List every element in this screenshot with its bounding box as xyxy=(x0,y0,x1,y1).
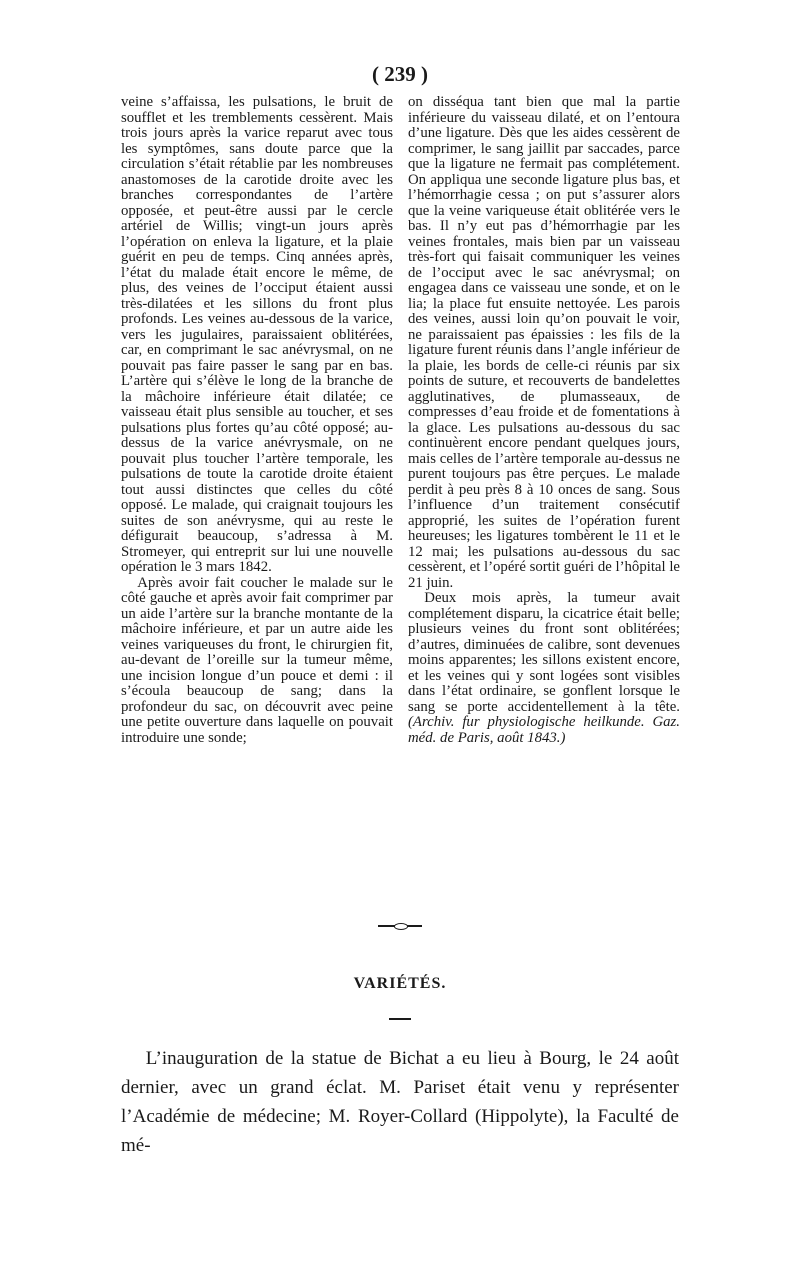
left-paragraph-2: Après avoir fait coucher le malade sur le côté gauche et après avoir fait comprimer par un aide l’artère sur la branche montante de la mâchoire inférieure, et par un autre aide les veines variqueuses du front, le chirurgien fit, au-devant de l’oreille sur la tumeur même, une incision longue d’un pouce et demi : il s’écoula beaucoup de sang; dans la profondeur du sac, on découvrit avec peine une petite ouverture dans laquelle on pouvait introduire une sonde; xyxy=(121,574,393,746)
left-paragraph-1: veine s’affaissa, les pulsations, le bruit de soufflet et les tremblements cessèrent. Mais trois jours après la varice reparut avec tous les symptômes, sans doute parce que la circulation s’était rétablie par les nombreuses anastomoses de la carotide droite avec les branches correspondantes de l’artère opposée, et peut-être aussi par le cercle artériel de Willis; vingt-un jours après l’opération on enleva la ligature, et la plaie guérit en peu de temps. Cinq années après, l’état du malade était encore le même, de plus, des veines de l’occiput étaient aussi très-dilatées et les sillons du front plus profonds. Les veines au-dessous de la varice, vers les jugulaires, paraissaient oblitérées, car, en comprimant le sac anévrysmal, on ne pouvait pas faire passer le sang par en bas. L’artère qui s’élève le long de la branche de la mâchoire inférieure était dilatée; ce vaisseau était plus sensible au toucher, et ses pulsations plus fortes qu’au côté opposé; au-dessus de la varice anévrysmale, on ne pouvait plus toucher l’artère temporale, les pulsations de toute la carotide droite étaient tout aussi distinctes que celles du côté opposé. Le malade, qui craignait toujours les suites de son anévrysme, qui au reste le défigurait beaucoup, s’adressa à M. Stromeyer, qui entreprit sur lui une nouvelle opération le 3 mars 1842. xyxy=(121,94,393,575)
section-title: VARIÉTÉS. xyxy=(353,975,447,992)
right-column xyxy=(408,95,680,746)
section-paragraph: L’inauguration de la statue de Bichat a eu lieu à Bourg, le 24 août dernier, avec un grand éclat. M. Pariset était venu y représenter l’Académie de médecine; M. Royer-Collard (Hippolyte), la Faculté de mé- xyxy=(121,1048,679,1156)
page-number: ( 239 ) xyxy=(372,62,428,86)
right-paragraph-2 xyxy=(408,591,680,746)
right-paragraph-1: on disséqua tant bien que mal la partie inférieure du vaisseau dilaté, et on l’entoura d’une ligature. Dès que les aides cessèrent de comprimer, le sang jaillit par saccades, parce que la ligature ne fermait pas complétement. On appliqua une seconde ligature plus bas, et l’hémorrhagie cessa ; on put s’assurer alors que la veine variqueuse était oblitérée vers le bas. Il n’y eut pas d’hémorrhagie par les veines frontales, mais bien par un vaisseau très-fort qui faisait communiquer les veines de l’occiput avec le sac anévrysmal; on engagea dans ce vaisseau une sonde, et on le lia; la place fut ensuite nettoyée. Les parois des veines, aussi loin qu’on pouvait le voir, ne paraissaient pas épaissies : les fils de la ligature furent réunis dans l’angle inférieur de la plaie, les bords de celle-ci réunis par six points de suture, et recouverts de bandelettes agglutinatives, de plumasseaux, de compresses d’eau froide et de fomentations à la glace. Les pulsations au-dessous du sac continuèrent encore pendant quelques jours, mais celles de l’artère temporale au-dessus ne purent toujours pas être perçues. Le malade perdit à peu près 8 à 10 onces de sang. Sous l’influence d’un traitement consécutif approprié, les suites de l’opération furent heureuses; les ligatures tombèrent le 11 et le 12 mai; les pulsations au-dessous du sac cessèrent, et l’opéré sortit guéri de l’hôpital le 21 juin. xyxy=(408,94,680,591)
right-paragraph-2-text: Deux mois après, la tumeur avait complétement disparu, la cicatrice était belle; plusieurs veines du front sont oblitérées; d’autres, diminuées de calibre, sont devenues moins apparentes; les sillons existent encore, et les veines qui y sont logées sont visibles dans l’état ordinaire, se gonflent lorsque le sang se porte accidentellement à la tête. xyxy=(408,590,680,715)
left-column xyxy=(121,95,393,746)
ornamental-divider xyxy=(378,925,422,927)
section-rule xyxy=(389,1018,411,1020)
citation: (Archiv. fur physiologische heilkunde. Gaz. méd. de Paris, août 1843.) xyxy=(408,714,680,746)
